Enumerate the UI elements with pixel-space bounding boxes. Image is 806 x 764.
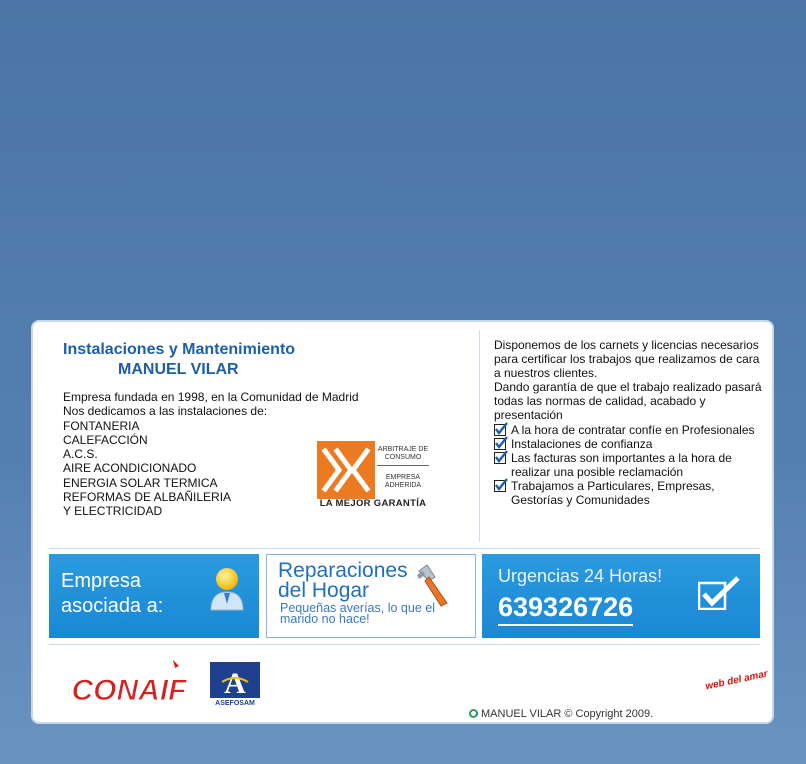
urgencias-title: Urgencias 24 Horas! — [498, 566, 663, 586]
copyright-text — [469, 708, 653, 720]
arbitraje-icon — [317, 441, 375, 499]
service-item: A.C.S. — [63, 447, 98, 462]
conaif-logo[interactable] — [67, 660, 191, 710]
reparaciones-subtitle: Pequeñas averías, lo que el marido no hace! — [280, 601, 435, 626]
checkbox-icon — [494, 438, 506, 450]
guarantees-p2: Dando garantía de que el trabajo realizado pasará todas las normas de calidad, acabado y presentación — [494, 380, 762, 422]
service-item: AIRE ACONDICIONADO — [63, 461, 197, 476]
list-item — [494, 451, 769, 479]
page-title — [63, 340, 295, 380]
web-badge[interactable]: web del amar — [704, 668, 769, 693]
about-intro1: Empresa fundada en 1998, en la Comunidad de Madrid — [63, 390, 359, 404]
list-item-text: Instalaciones de confianza — [511, 437, 653, 451]
service-item: REFORMAS DE ALBAÑILERIA — [63, 490, 232, 505]
about-intro2: Nos dedicamos a las instalaciones de: — [63, 404, 268, 419]
copyright-label: MANUEL VILAR © Copyright 2009. — [481, 708, 654, 720]
guarantees-p1: Disponemos de los carnets y licencias necesarios para certificar los trabajos que realizamos de cara a nuestros clientes. — [494, 338, 760, 380]
list-item-text: A la hora de contratar confíe en Profesionales — [511, 423, 755, 437]
check-icon — [698, 576, 740, 610]
conaif-text: CONAIF — [71, 674, 187, 707]
service-item: FONTANERIA — [63, 418, 140, 433]
arbitraje-logo — [313, 432, 433, 514]
arbitraje-line1: ARBITRAJE DE CONSUMO — [377, 446, 429, 466]
list-item-text: Trabajamos a Particulares, Empresas, Gestorías y Comunidades — [511, 479, 715, 507]
svg-text:A: A — [224, 667, 246, 700]
service-item: CALEFACCIÓN — [63, 432, 148, 447]
arbitraje-motto: LA MEJOR GARANTÍA — [319, 498, 427, 509]
title-line1: Instalaciones y Mantenimiento — [63, 341, 296, 358]
list-item — [494, 437, 769, 451]
arbitraje-line2: EMPRESA ADHERIDA — [384, 474, 422, 489]
list-item — [494, 423, 769, 437]
check-list — [494, 423, 769, 507]
checkbox-icon — [494, 480, 506, 492]
horizontal-divider — [49, 644, 760, 645]
reparaciones-line2: del Hogar — [278, 579, 370, 602]
phone-number[interactable]: 639326726 — [498, 592, 633, 626]
main-card — [31, 320, 774, 724]
reparaciones-title — [278, 561, 408, 601]
service-item: ENERGIA SOLAR TERMICA — [63, 475, 218, 490]
service-item: Y ELECTRICIDAD — [63, 504, 163, 519]
company-name: MANUEL VILAR — [118, 361, 239, 378]
asefosam-text: ASEFOSAM — [215, 700, 255, 706]
vertical-divider — [479, 330, 480, 542]
asociada-line1: Empresa — [61, 570, 142, 592]
urgencias-banner[interactable] — [482, 554, 760, 638]
refresh-icon — [469, 709, 478, 718]
asociada-text — [61, 569, 163, 619]
asociada-line2: asociada a: — [61, 595, 164, 617]
checkbox-icon — [494, 452, 506, 464]
reparaciones-line1: Reparaciones — [278, 559, 408, 582]
checkbox-icon — [494, 424, 506, 436]
asefosam-logo[interactable] — [210, 662, 260, 706]
guarantees-section — [494, 338, 769, 507]
wrench-icon — [413, 563, 453, 607]
asociada-banner[interactable] — [49, 554, 259, 638]
horizontal-divider — [49, 548, 760, 549]
list-item-text: Las facturas son importantes a la hora de realizar una posible reclamación — [511, 451, 732, 479]
list-item — [494, 479, 769, 507]
user-icon — [207, 564, 247, 612]
reparaciones-banner[interactable] — [266, 554, 476, 638]
